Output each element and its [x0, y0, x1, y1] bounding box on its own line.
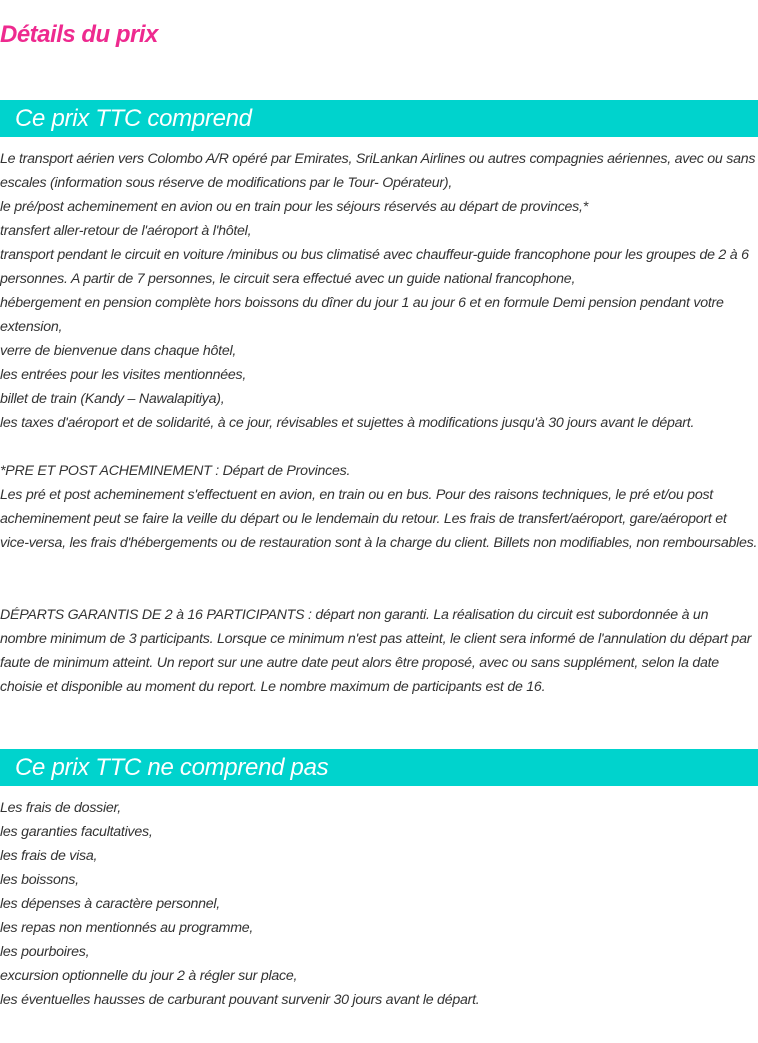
excluded-item: les frais de visa, [0, 848, 98, 864]
included-section-banner [0, 100, 758, 137]
included-item: le pré/post acheminement en avion ou en train pour les séjours réservés au départ de provinces,* [0, 199, 588, 215]
included-item: billet de train (Kandy – Nawalapitiya), [0, 391, 225, 407]
included-item: verre de bienvenue dans chaque hôtel, [0, 343, 237, 359]
included-section-heading: Ce prix TTC comprend [15, 105, 252, 132]
excluded-item: les garanties facultatives, [0, 824, 153, 840]
excluded-items-list [0, 796, 758, 1012]
included-item: transport pendant le circuit en voiture /minibus ou bus climatisé avec chauffeur-guide francophone pour les groupes de 2 à 6 personnes. A partir de 7 personnes, le circuit sera effectué avec un guide national francophone, [0, 247, 749, 287]
excluded-section-heading: Ce prix TTC ne comprend pas [15, 754, 329, 781]
included-item: les taxes d'aéroport et de solidarité, à ce jour, révisables et sujettes à modifications jusqu'à 30 jours avant le départ. [0, 415, 695, 431]
excluded-item: Les frais de dossier, [0, 800, 121, 816]
excluded-item: les boissons, [0, 872, 79, 888]
excluded-section-banner [0, 749, 758, 786]
page-title: Détails du prix [0, 21, 158, 48]
excluded-item: les repas non mentionnés au programme, [0, 920, 254, 936]
excluded-item: excursion optionnelle du jour 2 à régler sur place, [0, 968, 298, 984]
pre-post-routing-title: *PRE ET POST ACHEMINEMENT : Départ de Provinces. [0, 463, 351, 479]
included-item: Le transport aérien vers Colombo A/R opéré par Emirates, SriLankan Airlines ou autres compagnies aériennes, avec ou sans escales (information sous réserve de modifications par le Tour- Opérateur), [0, 151, 756, 191]
guaranteed-departures-text: DÉPARTS GARANTIS DE 2 à 16 PARTICIPANTS : départ non garanti. La réalisation du circuit est subordonnée à un nombre minimum de 3 participants. Lorsque ce minimum n'est pas atteint, le client sera informé de l'annulation du départ par faute de minimum atteint. Un report sur une autre date peut alors être proposé, avec ou sans supplément, selon la date choisie et disponible au moment du report. Le nombre maximum de participants est de 16. [0, 607, 752, 695]
pre-post-routing-note [0, 459, 758, 555]
excluded-item: les éventuelles hausses de carburant pouvant survenir 30 jours avant le départ. [0, 992, 480, 1008]
included-items-list [0, 147, 758, 435]
included-item: hébergement en pension complète hors boissons du dîner du jour 1 au jour 6 et en formule Demi pension pendant votre extension, [0, 295, 724, 335]
included-item: transfert aller-retour de l'aéroport à l'hôtel, [0, 223, 252, 239]
pre-post-routing-text: Les pré et post acheminement s'effectuent en avion, en train ou en bus. Pour des raisons techniques, le pré et/ou post acheminement peut se faire la veille du départ ou le lendemain du retour. Les frais de transfert/aéroport, gare/aéroport et vice-versa, les frais d'hébergements ou de restauration sont à la charge du client. Billets non modifiables, non remboursables. [0, 487, 758, 551]
included-item: les entrées pour les visites mentionnées, [0, 367, 247, 383]
excluded-item: les dépenses à caractère personnel, [0, 896, 220, 912]
excluded-item: les pourboires, [0, 944, 90, 960]
guaranteed-departures-note [0, 603, 758, 699]
